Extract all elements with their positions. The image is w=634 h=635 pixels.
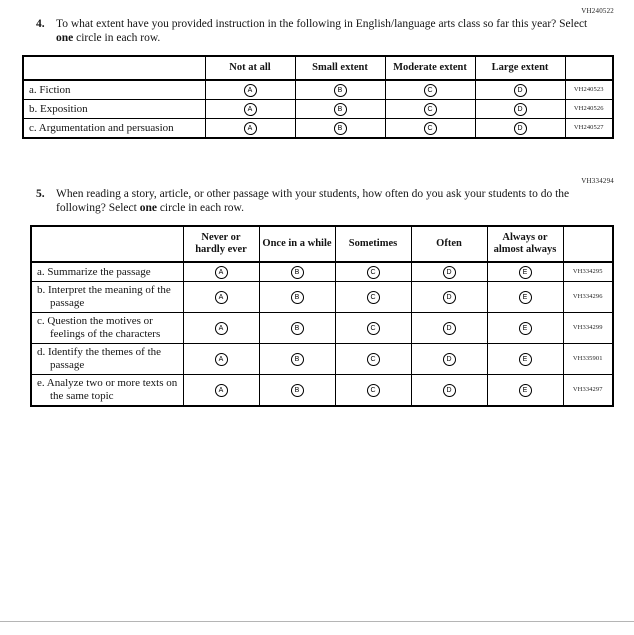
table-row (31, 344, 613, 375)
row-code: VH335901 (563, 344, 613, 375)
q4-row-c-cell-2 (295, 119, 385, 139)
q5-row-a-label (31, 262, 183, 282)
q5-header-always: Always or almost always (487, 226, 563, 262)
q5-row-b-cell-1 (183, 282, 259, 313)
question-5-bold-word: one (139, 202, 157, 214)
question-5-code: VH334294 (581, 177, 614, 185)
option-circle[interactable]: D (443, 384, 456, 397)
q5-row-d-cell-5 (487, 344, 563, 375)
option-circle[interactable]: B (291, 384, 304, 397)
option-circle[interactable]: B (291, 353, 304, 366)
table-row (31, 282, 613, 313)
q5-row-e-cell-5 (487, 375, 563, 407)
option-circle[interactable]: D (443, 353, 456, 366)
q5-header-blank (31, 226, 183, 262)
q5-row-e-cell-2 (259, 375, 335, 407)
row-code: VH240526 (565, 100, 613, 119)
option-circle[interactable]: E (519, 266, 532, 279)
q5-header-sometimes: Sometimes (335, 226, 411, 262)
q4-row-a-cell-1 (205, 80, 295, 100)
q5-row-a-cell-1 (183, 262, 259, 282)
question-4-bold-word: one (56, 32, 74, 44)
q5-row-d-label (31, 344, 183, 375)
row-letter: c. (29, 121, 37, 134)
option-circle[interactable]: D (514, 84, 527, 97)
option-circle[interactable]: D (514, 122, 527, 135)
q5-row-d-cell-4 (411, 344, 487, 375)
question-5-body (56, 187, 604, 215)
option-circle[interactable]: C (367, 266, 380, 279)
q4-row-b-label (23, 100, 205, 119)
row-code: VH334299 (563, 313, 613, 344)
q5-row-c-cell-2 (259, 313, 335, 344)
option-circle[interactable]: A (244, 122, 257, 135)
option-circle[interactable]: B (291, 291, 304, 304)
row-code: VH240523 (565, 80, 613, 100)
option-circle[interactable]: E (519, 322, 532, 335)
q4-row-c-cell-1 (205, 119, 295, 139)
q4-table (22, 55, 614, 139)
q5-row-a-cell-4 (411, 262, 487, 282)
q5-row-c-cell-3 (335, 313, 411, 344)
table-row (31, 375, 613, 407)
row-label-text: Fiction (39, 83, 71, 96)
q5-row-d-cell-2 (259, 344, 335, 375)
q5-row-c-label (31, 313, 183, 344)
q5-row-b-label (31, 282, 183, 313)
row-label-text: Interpret the meaning of the passage (48, 284, 171, 309)
table-row (23, 80, 613, 100)
q4-row-b-cell-1 (205, 100, 295, 119)
q4-header-code-blank (565, 56, 613, 80)
q4-row-a-cell-3 (385, 80, 475, 100)
question-5-body-end: circle in each row. (156, 202, 244, 214)
option-circle[interactable]: C (424, 84, 437, 97)
q4-header-row (23, 56, 613, 80)
q4-header-large-extent: Large extent (475, 56, 565, 80)
q4-row-c-cell-3 (385, 119, 475, 139)
option-circle[interactable]: B (291, 322, 304, 335)
q5-row-d-cell-1 (183, 344, 259, 375)
option-circle[interactable]: D (443, 291, 456, 304)
table-row (31, 262, 613, 282)
q4-row-c-label (23, 119, 205, 139)
q4-header-moderate-extent: Moderate extent (385, 56, 475, 80)
option-circle[interactable]: E (519, 384, 532, 397)
option-circle[interactable]: B (334, 103, 347, 116)
row-label-text: Summarize the passage (47, 265, 151, 278)
row-label-text: Argumentation and persuasion (38, 121, 174, 134)
row-letter: b. (29, 102, 38, 115)
q5-header-never: Never or hardly ever (183, 226, 259, 262)
q4-row-b-cell-4 (475, 100, 565, 119)
question-4-body-end: circle in each row. (73, 32, 161, 44)
question-4-code: VH240522 (581, 7, 614, 15)
q4-header-blank (23, 56, 205, 80)
q5-header-once-in-a-while: Once in a while (259, 226, 335, 262)
row-label-text: Analyze two or more texts on the same topic (46, 377, 178, 402)
option-circle[interactable]: A (215, 384, 228, 397)
q5-row-a-cell-3 (335, 262, 411, 282)
q5-row-e-cell-1 (183, 375, 259, 407)
question-4-number: 4. (36, 18, 45, 30)
option-circle[interactable]: E (519, 291, 532, 304)
row-letter: b. (37, 284, 46, 296)
q4-row-b-cell-2 (295, 100, 385, 119)
q5-row-c-cell-4 (411, 313, 487, 344)
option-circle[interactable]: C (367, 384, 380, 397)
option-circle[interactable]: A (215, 322, 228, 335)
table-row (23, 100, 613, 119)
row-code: VH334296 (563, 282, 613, 313)
q5-header-code-blank (563, 226, 613, 262)
row-letter: a. (29, 83, 37, 96)
option-circle[interactable]: B (334, 84, 347, 97)
question-5-section (0, 139, 634, 407)
row-code: VH240527 (565, 119, 613, 139)
row-letter: e. (37, 377, 45, 389)
q5-header-often: Often (411, 226, 487, 262)
q4-row-a-cell-2 (295, 80, 385, 100)
option-circle[interactable]: D (514, 103, 527, 116)
row-label-text: Question the motives or feelings of the characters (47, 315, 161, 340)
option-circle[interactable]: A (215, 353, 228, 366)
row-code: VH334295 (563, 262, 613, 282)
question-5-body-start: When reading a story, article, or other passage with your students, how often do you ask your students to do the following? Select (56, 188, 570, 214)
option-circle[interactable]: A (215, 291, 228, 304)
option-circle[interactable]: D (443, 266, 456, 279)
question-4-section (0, 0, 634, 139)
q5-row-e-cell-3 (335, 375, 411, 407)
page-bottom-divider (0, 621, 634, 622)
option-circle[interactable]: A (244, 103, 257, 116)
q4-row-c-cell-4 (475, 119, 565, 139)
table-row (23, 119, 613, 139)
option-circle[interactable]: B (334, 122, 347, 135)
question-4-text (36, 17, 604, 45)
question-5-text (36, 187, 604, 215)
row-letter: d. (37, 346, 46, 358)
q5-header-row (31, 226, 613, 262)
row-letter: a. (37, 265, 45, 278)
table-row (31, 313, 613, 344)
option-circle[interactable]: C (367, 291, 380, 304)
q5-row-d-cell-3 (335, 344, 411, 375)
option-circle[interactable]: B (291, 266, 304, 279)
q4-header-not-at-all: Not at all (205, 56, 295, 80)
q4-row-a-label (23, 80, 205, 100)
q5-table (30, 225, 614, 407)
row-code: VH334297 (563, 375, 613, 407)
option-circle[interactable]: C (367, 322, 380, 335)
option-circle[interactable]: E (519, 353, 532, 366)
q5-row-c-cell-1 (183, 313, 259, 344)
row-label-text: Identify the themes of the passage (48, 346, 162, 371)
q4-header-small-extent: Small extent (295, 56, 385, 80)
q5-row-c-cell-5 (487, 313, 563, 344)
q5-row-b-cell-2 (259, 282, 335, 313)
q5-row-a-cell-2 (259, 262, 335, 282)
q5-row-b-cell-5 (487, 282, 563, 313)
q4-row-b-cell-3 (385, 100, 475, 119)
option-circle[interactable]: D (443, 322, 456, 335)
option-circle[interactable]: C (424, 103, 437, 116)
row-letter: c. (37, 315, 45, 327)
q5-row-e-label (31, 375, 183, 407)
q4-row-a-cell-4 (475, 80, 565, 100)
question-4-body (56, 17, 604, 45)
q5-row-e-cell-4 (411, 375, 487, 407)
option-circle[interactable]: C (367, 353, 380, 366)
q5-row-a-cell-5 (487, 262, 563, 282)
option-circle[interactable]: C (424, 122, 437, 135)
option-circle[interactable]: A (215, 266, 228, 279)
q5-row-b-cell-3 (335, 282, 411, 313)
row-label-text: Exposition (40, 102, 88, 115)
question-4-body-start: To what extent have you provided instruction in the following in English/language arts class so far this year? Select (56, 18, 588, 30)
option-circle[interactable]: A (244, 84, 257, 97)
question-5-number: 5. (36, 188, 45, 200)
q5-row-b-cell-4 (411, 282, 487, 313)
